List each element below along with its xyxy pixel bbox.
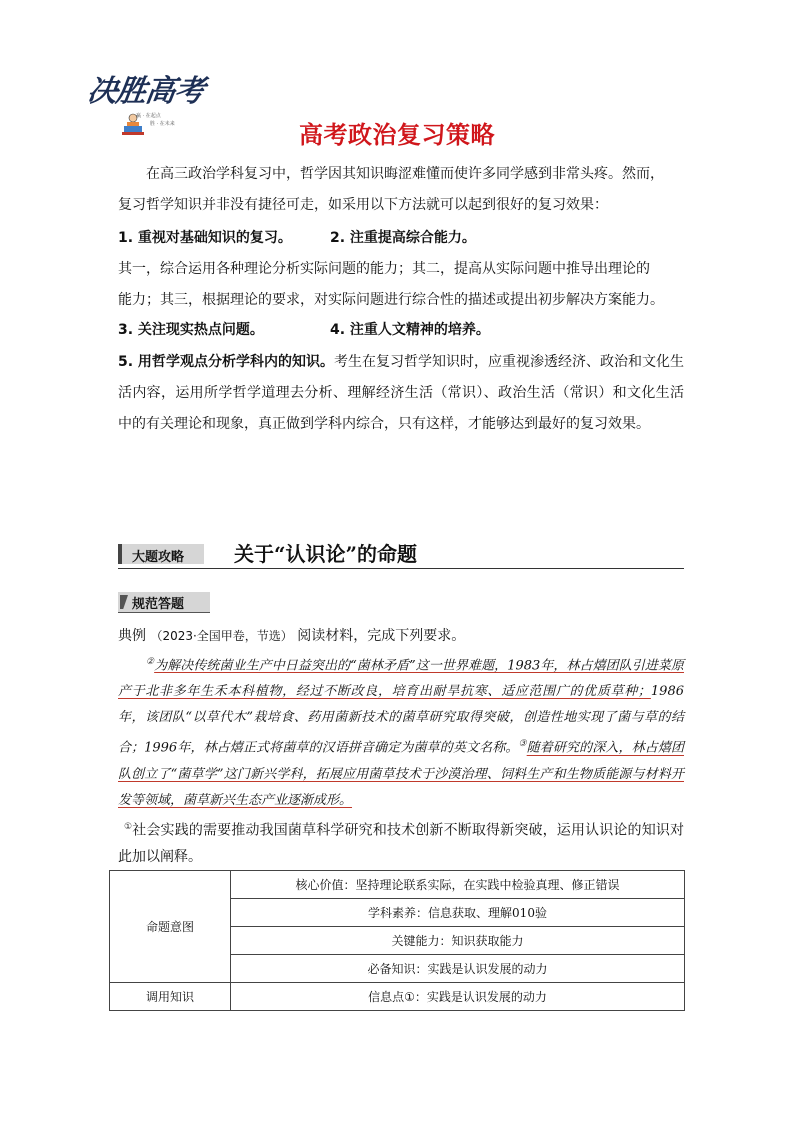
example-instruction: 阅读材料，完成下列要求。 — [297, 628, 466, 644]
logo-slogan-2: 胜 · 在未来 — [150, 121, 175, 127]
table-cell — [231, 955, 685, 983]
example-source: （2023·全国甲卷，节选） — [150, 629, 293, 643]
logo-slogan-1: 赢 · 在起点 — [136, 113, 161, 119]
cell-key: 关键能力： — [391, 934, 452, 948]
marker-2: ② — [146, 657, 155, 667]
point-1: 1. 重视对基础知识的复习。 — [118, 230, 292, 246]
intro-line-2: 复习哲学知识并非没有捷径可走，如采用以下方法就可以起到很好的复习效果： — [118, 197, 608, 213]
cell-value: 知识获取能力 — [451, 934, 524, 948]
example-header — [118, 626, 465, 646]
material-segment-2: 1986年，该团队“以草代木”栽培食、药用菌新技术的菌草研究取得突破，创造性地实现了菌与草的结合；1996年，林占熺正式将菌草的汉语拼音确定为菌草的英文名称。 — [118, 684, 684, 756]
point-2-detail-1: 其一，综合运用各种理论分析实际问题的能力；其二，提高从实际问题中推导出理论的 — [118, 261, 650, 277]
material-segment-1: 为解决传统菌业生产中日益突出的“菌林矛盾”这一世界难题，1983年，林占熺团队引进菜原产于北非多年生禾本科植物，经过不断改良，培育出耐旱抗寒、适应范围广的优质草种； — [118, 658, 684, 700]
cell-value: 坚持理论联系实际，在实践中检验真理、修正错误 — [355, 878, 620, 892]
subsection-header — [118, 592, 210, 613]
point-2-detail-2: 能力；其三，根据理论的要求，对实际问题进行综合性的描述或提出初步解决方案能力。 — [118, 292, 664, 308]
example-label: 典例 — [118, 628, 146, 644]
analysis-table — [109, 870, 685, 1011]
cell-key: 核心价值： — [295, 878, 356, 892]
page-title: 高考政治复习策略 — [299, 121, 495, 149]
section-header — [118, 538, 684, 569]
table-row — [110, 871, 685, 899]
section-badge — [118, 544, 204, 564]
marker-1: ① — [124, 822, 133, 832]
cell-value: 实践是认识发展的动力 — [426, 990, 547, 1004]
material-segment-3: 随着研究的深入，林占熺团队创立了“菌草学”这门新兴学科，拓展应用菌草技术于沙漠治理、饲料生产和生物质能源与材料开发等领域，菌草新兴生态产业逐渐成形。 — [118, 740, 684, 808]
cell-value: 实践是认识发展的动力 — [427, 962, 548, 976]
point-2: 2. 注重提高综合能力。 — [330, 230, 476, 246]
table-cell — [231, 871, 685, 899]
cell-key: 必备知识： — [367, 962, 428, 976]
point-3: 3. 关注现实热点问题。 — [118, 322, 264, 338]
table-label-intent: 命题意图 — [110, 871, 231, 983]
example-question — [118, 814, 684, 870]
logo-text: 决胜高考 — [85, 74, 206, 109]
point-5 — [118, 347, 684, 440]
table-cell — [231, 983, 685, 1011]
section-badge-label: 大题攻略 — [132, 550, 185, 565]
flag-marker-icon — [120, 595, 128, 609]
cell-key: 信息点①： — [368, 990, 427, 1004]
point-4: 4. 注重人文精神的培养。 — [330, 322, 490, 338]
marker-3: ③ — [518, 739, 527, 750]
cell-value: 信息获取、理解010验 — [428, 906, 547, 920]
point-5-heading: 5. 用哲学观点分析学科内的知识。 — [118, 354, 334, 370]
example-material — [118, 649, 684, 814]
cell-key: 学科素养： — [368, 906, 429, 920]
table-label-knowledge: 调用知识 — [110, 983, 231, 1011]
table-cell — [231, 899, 685, 927]
table-cell — [231, 927, 685, 955]
subsection-label: 规范答题 — [132, 597, 185, 612]
question-text: 社会实践的需要推动我国菌草科学研究和技术创新不断取得新突破，运用认识论的知识对此加以阐释。 — [118, 822, 685, 865]
table-row — [110, 983, 685, 1011]
section-title: 关于“认识论”的命题 — [234, 542, 418, 566]
point-5-body: 考生在复习哲学知识时，应重视渗透经济、政治和文化生活内容，运用所学哲学道理去分析、理解经济生活（常识）、政治生活（常识）和文化生活中的有关理论和现象，真正做到学科内综合，只有这样，才能够达到最好的复习效果。 — [118, 354, 685, 432]
intro-line-1: 在高三政治学科复习中，哲学因其知识晦涩难懂而使许多同学感到非常头疼。然而， — [146, 166, 664, 182]
section-badge-bar — [118, 544, 122, 564]
